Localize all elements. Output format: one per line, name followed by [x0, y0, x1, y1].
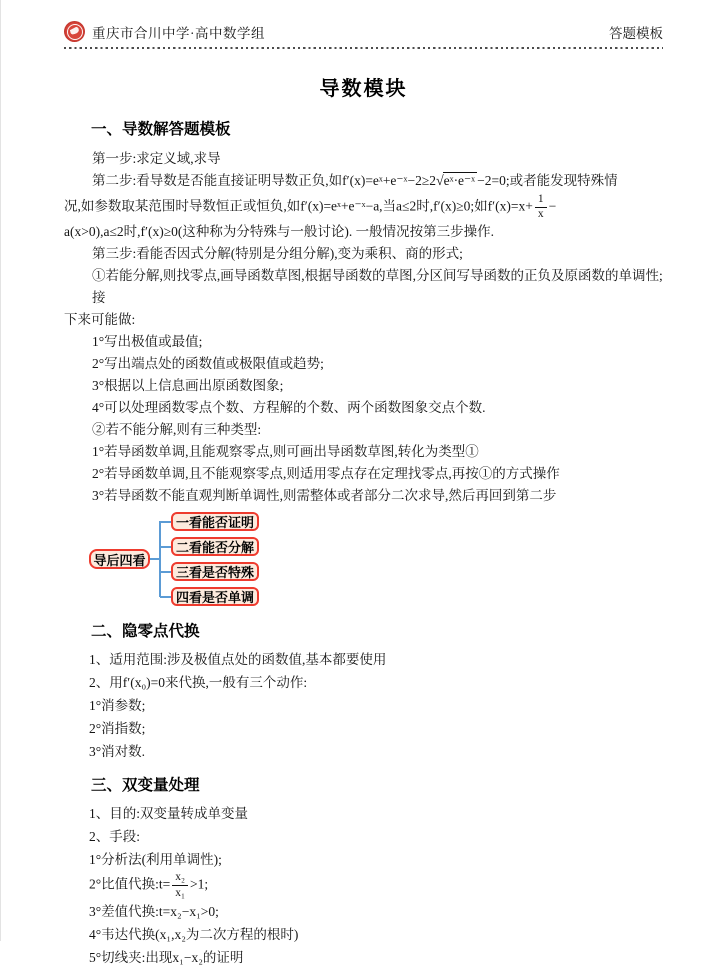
flowchart-branch-node: 三看是否特殊: [171, 562, 259, 581]
list-item: 3°差值代换:t=x₂−x₁>0;: [89, 903, 219, 919]
flowchart-root-node: 导后四看: [89, 549, 150, 569]
connector-branch-stub: [160, 546, 171, 548]
case1-item: 1°写出极值或最值;: [92, 334, 203, 350]
section2-heading: 二、隐零点代换: [91, 623, 200, 641]
list-item: 1°分析法(利用单调性);: [89, 852, 222, 868]
list-item: 1°消参数;: [89, 698, 146, 714]
header-tag: 答题模板: [609, 25, 663, 41]
section2-body: [64, 648, 663, 763]
case1-line2: 下来可能做:: [64, 312, 136, 328]
section3-body: [64, 802, 663, 968]
document-title: 导数模块: [319, 78, 408, 100]
case2-item: 1°若导函数单调,且能观察零点,则可画出导函数草图,转化为类型①: [92, 444, 479, 460]
step1-line: 第一步:求定义域,求导: [92, 151, 221, 166]
step2-line3: a(x>0),a≤2时,f′(x)≥0(这种称为分特殊与一般讨论). 一般情况按第三步操作.: [64, 224, 494, 240]
header-divider: [64, 47, 663, 49]
radical-sign: √: [435, 174, 444, 189]
text-run: −2=0;或者能发现特殊情: [477, 173, 618, 188]
four-checks-diagram: [89, 512, 663, 609]
list-item: 1、适用范围:涉及极值点处的函数值,基本都要使用: [89, 652, 387, 668]
school-logo-icon: [64, 21, 85, 42]
list-item: 2、用f′(x₀)=0来代换,一般有三个动作:: [89, 675, 308, 691]
case1-item: 3°根据以上信息画出原函数图象;: [92, 378, 284, 394]
case1-item: 2°写出端点处的函数值或极限值或趋势;: [92, 356, 324, 372]
connector-root-stub: [150, 558, 160, 560]
fraction: [172, 871, 188, 899]
page-content: [1, 0, 715, 969]
flowchart-branch-node: 四看是否单调: [171, 587, 259, 606]
list-item: 4°韦达代换(x₁,x₂为二次方程的根时): [89, 926, 299, 942]
step2-line2: [64, 193, 663, 221]
list-item: 1、目的:双变量转成单变量: [89, 806, 249, 822]
ratio-substitution-line: [64, 871, 663, 899]
flowchart-branch-node: 一看能否证明: [171, 512, 259, 531]
fraction-numerator: 1: [535, 193, 547, 208]
list-item: 5°切线夹:出现x₁−x₂的证明: [89, 949, 244, 965]
text-run: >1;: [190, 876, 209, 892]
text-run: −: [548, 198, 557, 214]
text-run: 第二步:看导数是否能直接证明导数正负,如f′(x)=eˣ+e⁻ˣ−2≥2: [92, 173, 436, 188]
section3-heading: 三、双变量处理: [91, 777, 200, 795]
fraction-numerator: x₂: [172, 871, 188, 886]
text-run: 2°比值代换:t=: [89, 876, 171, 892]
fraction-denominator: x₁: [175, 886, 186, 899]
case1-line1: ①若能分解,则找零点,画导函数草图,根据导函数的草图,分区间写导函数的正负及原函数的单调性;接: [92, 268, 663, 306]
case1-item: 4°可以处理函数零点个数、方程解的个数、两个函数图象交点个数.: [92, 400, 486, 416]
flowchart-branch-node: 二看能否分解: [171, 537, 259, 556]
list-item: 3°消对数.: [89, 744, 146, 760]
connector-branch-stub: [160, 596, 171, 598]
connector-branch-stub: [160, 521, 171, 523]
radicand: eˣ·e⁻ˣ: [443, 173, 476, 188]
step3-line: 第三步:看能否因式分解(特别是分组分解),变为乘积、商的形式;: [92, 246, 463, 262]
list-item: 2、手段:: [89, 829, 141, 845]
text-run: 况,如参数取某范围时导数恒正或恒负,如f′(x)=eˣ+e⁻ˣ−a,当a≤2时,f′(x)≥0;如f′(x)=x+: [64, 198, 533, 214]
step2-line1: [64, 170, 663, 193]
school-name: 重庆市合川中学·高中数学组: [92, 25, 265, 41]
list-item: 2°消指数;: [89, 721, 146, 737]
fraction-denominator: x: [537, 208, 544, 221]
fraction: [535, 193, 547, 221]
connector-branch-stub: [160, 571, 171, 573]
sqrt-expression: [436, 173, 477, 188]
case2-item: 3°若导函数不能直观判断单调性,则需整体或者部分二次求导,然后再回到第二步: [92, 488, 557, 504]
section1-body: [64, 148, 663, 507]
header-school-group: [64, 21, 265, 42]
page-header: [64, 0, 663, 42]
section1-heading: 一、导数解答题模板: [91, 121, 231, 138]
case2-intro: ②若不能分解,则有三种类型:: [92, 422, 262, 438]
case2-item: 2°若导函数单调,且不能观察零点,则适用零点存在定理找零点,再按①的方式操作: [92, 466, 560, 482]
